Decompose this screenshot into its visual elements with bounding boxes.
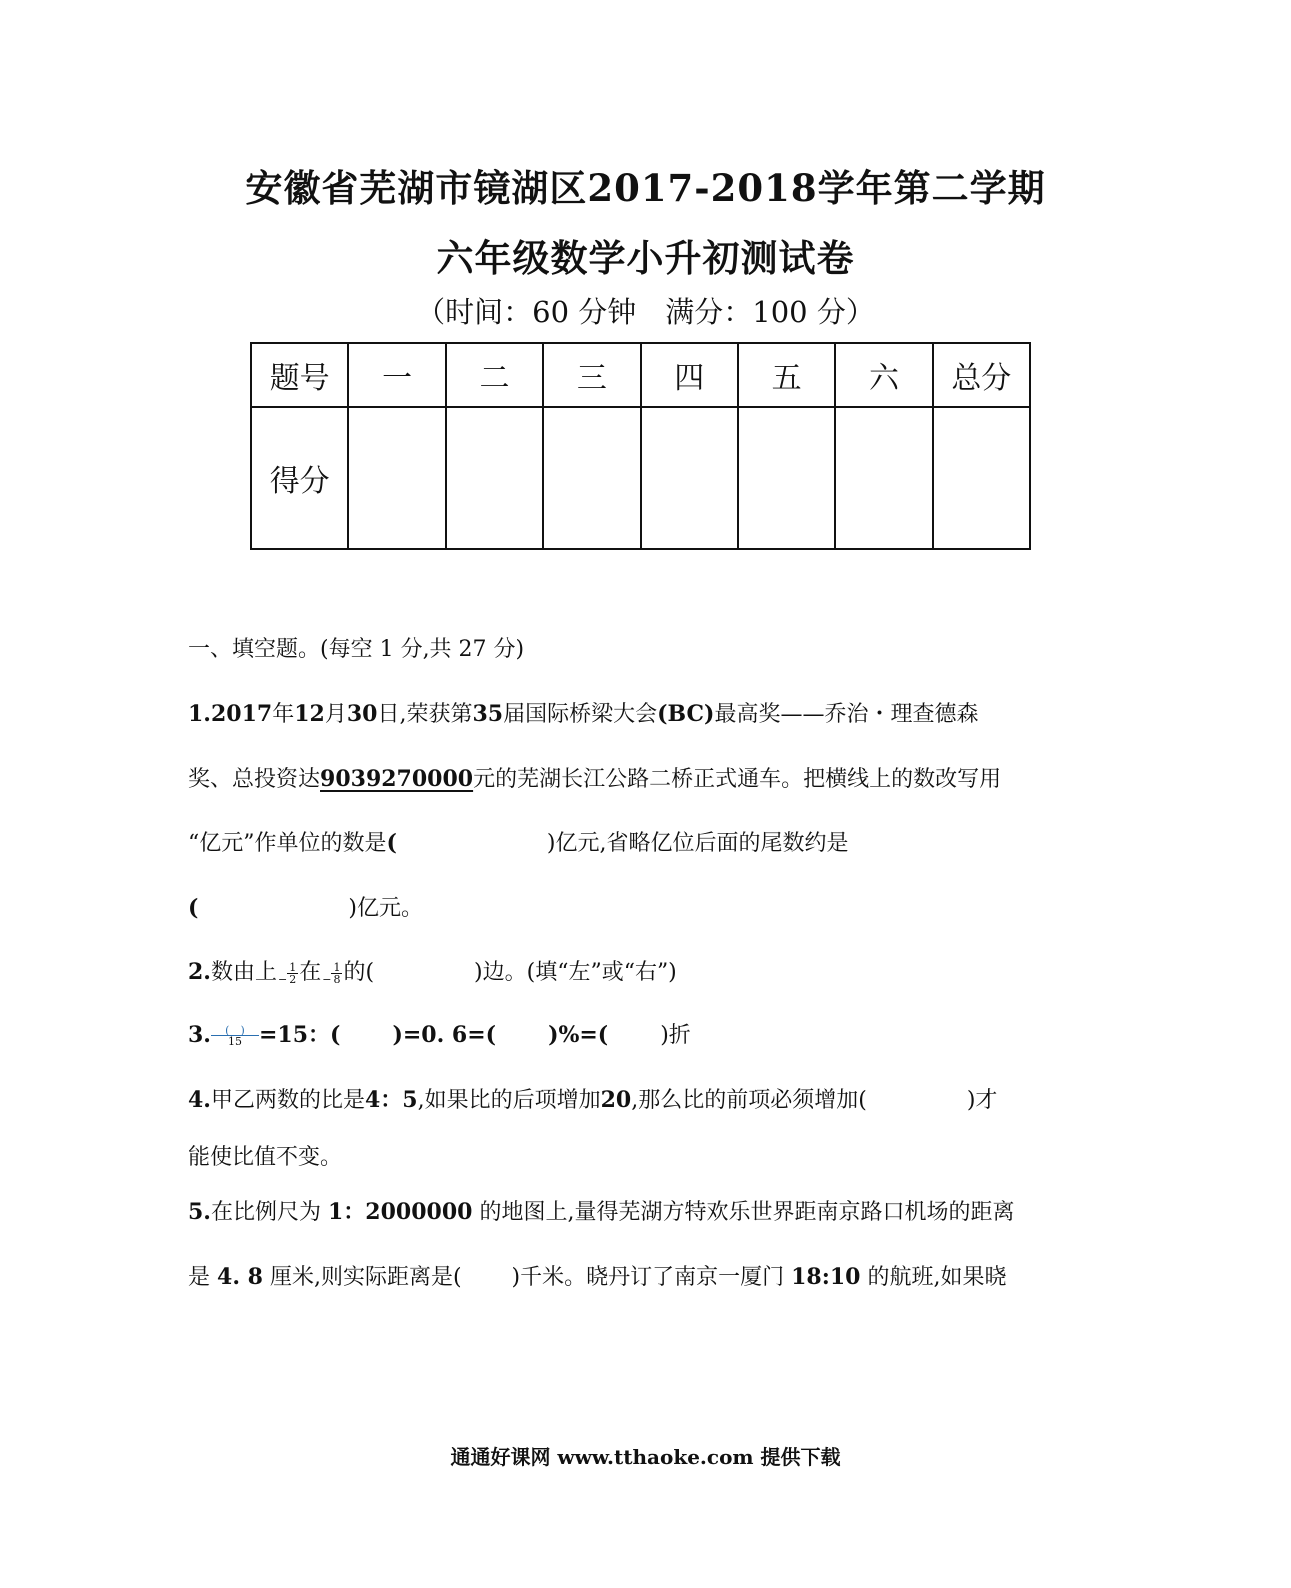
q4-text: 20: [600, 1087, 632, 1113]
q5-text: 1：2000000: [327, 1199, 473, 1225]
q1-text: 奖、总投资达: [188, 767, 321, 792]
q5-text: 厘米,则实际距离是(: [269, 1265, 462, 1290]
footer-text: 提供下载: [760, 1445, 841, 1469]
fraction-numerator: 1: [289, 960, 297, 974]
q5-text: 是: [188, 1265, 211, 1290]
question-4-line-2: 能使比值不变。: [188, 1145, 343, 1170]
q1-text: 12: [294, 701, 325, 727]
q1-text: 35: [472, 701, 504, 727]
q3-text: )=0. 6=(: [392, 1022, 497, 1048]
q1-text: 月: [324, 702, 347, 727]
score-cell: [835, 407, 932, 549]
footer-url: www.tthaoke.com: [557, 1445, 754, 1469]
question-1-line-4: [188, 891, 423, 922]
q4-text: 甲乙两数的比是: [210, 1088, 365, 1113]
score-header-cell: 一: [348, 343, 445, 407]
q1-text: 届国际桥梁大会: [503, 702, 658, 727]
section-heading: 一、填空题。(每空 1 分,共 27 分): [188, 637, 525, 662]
score-header-cell: 五: [738, 343, 835, 407]
question-1-line-1: [188, 697, 978, 728]
score-header-cell: 题号: [251, 343, 348, 407]
q1-text: )亿元,省略亿位后面的尾数约是: [546, 831, 849, 856]
title-line-1: 安徽省芜湖市镜湖区2017-2018学年第二学期: [245, 166, 1046, 210]
q1-text: (: [188, 895, 199, 921]
question-3: [188, 1018, 691, 1049]
title-line-2: 六年级数学小升初测试卷: [436, 236, 855, 280]
q2-text: 在: [299, 960, 322, 985]
question-1-line-2: [188, 762, 1001, 793]
q3-number: 3.: [188, 1022, 211, 1048]
footer: [0, 1441, 1291, 1470]
q4-text: ,如果比的后项增加: [417, 1088, 601, 1113]
fraction-blank[interactable]: [211, 1025, 259, 1047]
score-header-cell: 二: [446, 343, 543, 407]
q3-text: =15：(: [258, 1022, 341, 1048]
fraction-denominator: 15: [227, 1035, 242, 1048]
q1-text: (BC): [657, 701, 715, 727]
fraction: − $\frac{1}{2}$: [277, 960, 297, 986]
question-5-line-2: [188, 1260, 1006, 1291]
score-cell: [933, 407, 1030, 549]
fraction-denominator: 2: [289, 972, 297, 986]
fraction: − $\frac{1}{8}$: [322, 960, 341, 986]
footer-site-name: 通通好课网: [450, 1445, 551, 1469]
q5-text: 18:10: [791, 1264, 861, 1290]
question-1-line-3: [188, 826, 849, 857]
q1-text: )亿元。: [348, 896, 424, 921]
exam-meta: （时间：60 分钟 满分：100 分）: [416, 295, 875, 329]
score-header-cell: 四: [641, 343, 738, 407]
q5-text: 在比例尺为: [210, 1200, 321, 1225]
score-table-header-row: [251, 343, 1030, 407]
score-cell: [543, 407, 640, 549]
fraction-numerator-blank: ( ): [211, 1025, 259, 1036]
score-header-cell: 三: [543, 343, 640, 407]
underlined-number: 9039270000: [320, 766, 474, 792]
q2-text: 的(: [343, 960, 375, 985]
q4-text: 4：5: [364, 1087, 418, 1113]
score-cell: [446, 407, 543, 549]
q1-text: “亿元”作单位的数是: [188, 831, 387, 856]
score-table-score-row: [251, 407, 1030, 549]
fraction-denominator: 8: [333, 972, 341, 986]
q1-text: 年: [272, 702, 295, 727]
score-cell: [348, 407, 445, 549]
question-4-line-1: [188, 1083, 997, 1114]
score-row-label: 得分: [251, 407, 348, 549]
q5-text: 的地图上,量得芜湖方特欢乐世界距南京路口机场的距离: [479, 1200, 1015, 1225]
score-table: [250, 342, 1031, 550]
q1-text: 元的芜湖长江公路二桥正式通车。把横线上的数改写用: [473, 767, 1002, 792]
q4-text: ,那么比的前项必须增加(: [631, 1088, 867, 1113]
q5-text: )千米。晓丹订了南京一厦门: [511, 1265, 785, 1290]
q1-text: 30: [346, 701, 378, 727]
score-cell: [641, 407, 738, 549]
q4-number: 4.: [188, 1087, 211, 1113]
score-header-cell: 六: [835, 343, 932, 407]
q1-text: (: [386, 830, 397, 856]
score-header-cell: 总分: [933, 343, 1030, 407]
q1-text: 日,荣获第: [377, 702, 473, 727]
q2-number: 2.: [188, 959, 211, 985]
q5-number: 5.: [188, 1199, 211, 1225]
q3-text: )折: [660, 1023, 691, 1048]
score-cell: [738, 407, 835, 549]
question-5-line-1: [188, 1195, 1014, 1226]
q2-text: )边。(填“左”或“右”): [474, 960, 677, 985]
q1-text: 最高奖——乔治・理查德森: [714, 702, 979, 727]
q5-text: 的航班,如果晓: [867, 1265, 1007, 1290]
question-2: [188, 955, 677, 986]
q5-text: 4. 8: [217, 1264, 263, 1290]
q3-text: )%=(: [548, 1022, 609, 1048]
fraction-numerator: 1: [333, 960, 341, 974]
q4-text: )才: [966, 1088, 998, 1113]
q1-number: 1.2017: [188, 701, 273, 727]
q2-text: 数由上: [210, 960, 277, 985]
